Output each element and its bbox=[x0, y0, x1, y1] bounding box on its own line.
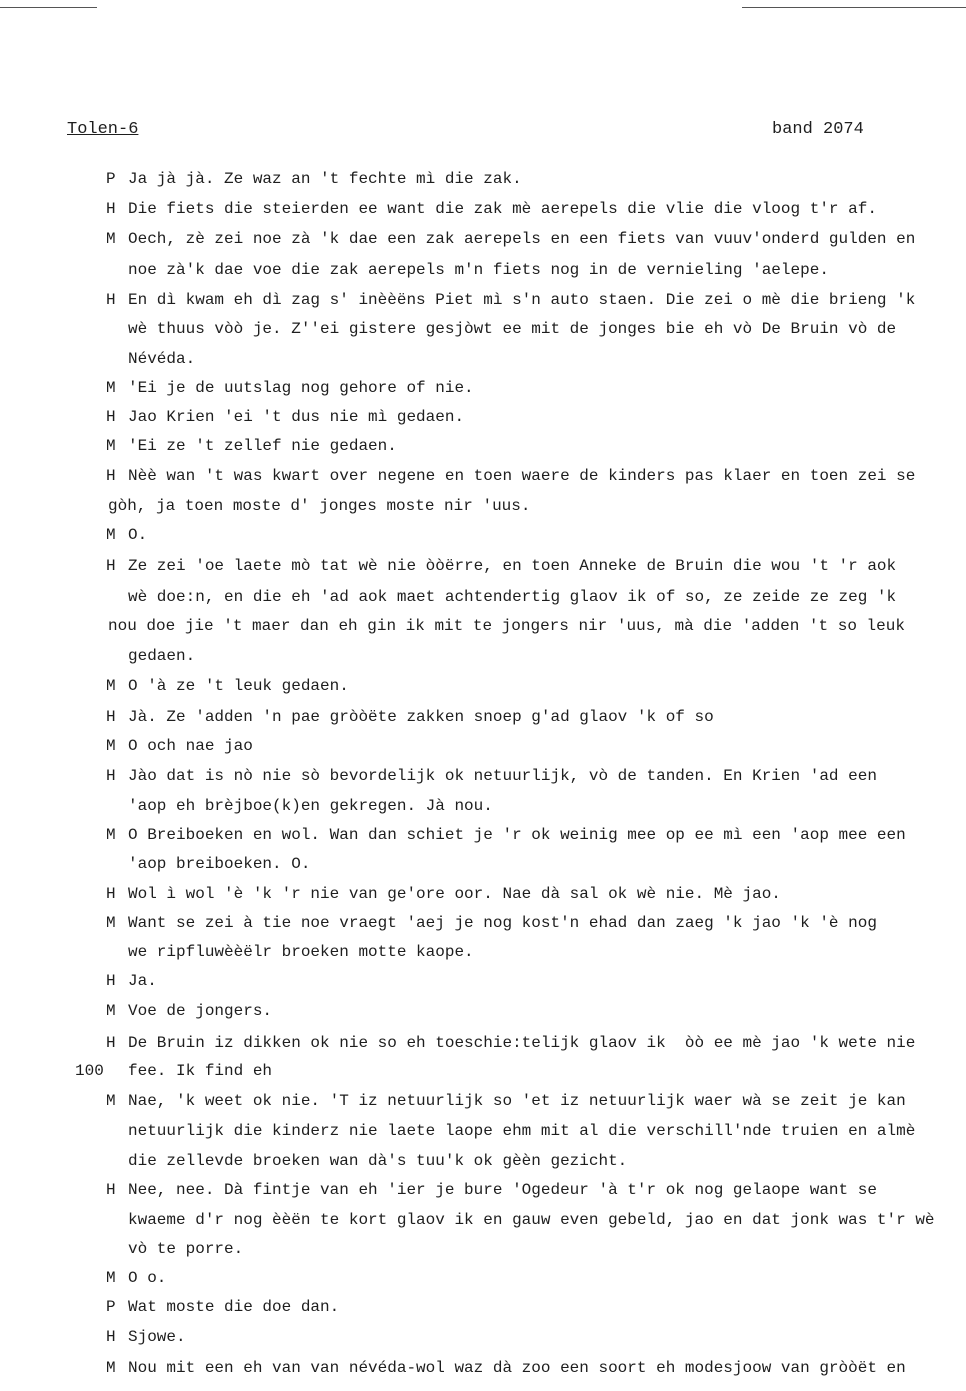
speaker-label: M bbox=[106, 437, 116, 455]
transcript-line: Ja jà jà. Ze waz an 't fechte mì die zak. bbox=[128, 170, 522, 188]
document-title: Tolen-6 bbox=[67, 120, 139, 139]
speaker-label: P bbox=[106, 1298, 116, 1316]
transcript-line: O o. bbox=[128, 1269, 167, 1287]
speaker-label: H bbox=[106, 708, 116, 726]
transcript-line: Jao Krien 'ei 't dus nie mì gedaen. bbox=[128, 408, 465, 426]
speaker-label: H bbox=[106, 1181, 116, 1199]
transcript-line: wè thuus vòò je. Z''ei gistere gesjòwt ee mit de jonges bie eh vò De Bruin vò de bbox=[128, 320, 897, 338]
speaker-label: M bbox=[106, 230, 116, 248]
transcript-line: Die fiets die steierden ee want die zak mè aerepels die vlie die vloog t'r af. bbox=[128, 200, 877, 218]
transcript-line: Ze zei 'oe laete mò tat wè nie òòërre, en toen Anneke de Bruin die wou 't 'r aok bbox=[128, 557, 897, 575]
band-number: band 2074 bbox=[772, 120, 864, 139]
speaker-label: H bbox=[106, 885, 116, 903]
transcript-line: Sjowe. bbox=[128, 1328, 186, 1346]
transcript-line: kwaeme d'r nog èèën te kort glaov ik en gauw even gebeld, jao en dat jonk was t'r wè bbox=[128, 1211, 935, 1229]
speaker-label: H bbox=[106, 972, 116, 990]
speaker-label: M bbox=[106, 379, 116, 397]
transcript-line: 'aop breiboeken. O. bbox=[128, 855, 311, 873]
speaker-label: M bbox=[106, 737, 116, 755]
transcript-line: 'Ei ze 't zellef nie gedaen. bbox=[128, 437, 397, 455]
speaker-label: M bbox=[106, 1359, 116, 1377]
top-rule-right bbox=[742, 7, 966, 8]
transcript-line: nou doe jie 't maer dan eh gin ik mit te jongers nir 'uus, mà die 'adden 't so leuk bbox=[108, 617, 905, 635]
speaker-label: M bbox=[106, 1092, 116, 1110]
transcript-line: we ripfluwèèëlr broeken motte kaope. bbox=[128, 943, 474, 961]
speaker-label: M bbox=[106, 1002, 116, 1020]
transcript-line: fee. Ik find eh bbox=[128, 1062, 273, 1080]
speaker-label: P bbox=[106, 170, 116, 188]
transcript-line: Voe de jongers. bbox=[128, 1002, 273, 1020]
speaker-label: H bbox=[106, 767, 116, 785]
transcript-line: wè doe:n, en die eh 'ad aok maet achtendertig glaov ik of so, ze zeide ze zeg 'k bbox=[128, 588, 897, 606]
transcript-line: Want se zei à tie noe vraegt 'aej je nog kost'n ehad dan zaeg 'k jao 'k 'è nog bbox=[128, 914, 877, 932]
transcript-line: gòh, ja toen moste d' jonges moste nir 'uus. bbox=[108, 497, 531, 515]
transcript-line: O. bbox=[128, 526, 148, 544]
transcript-line: En dì kwam eh dì zag s' inèèëns Piet mì s'n auto staen. Die zei o mè die brieng 'k bbox=[128, 291, 916, 309]
transcript-line: Nèè wan 't was kwart over negene en toen waere de kinders pas klaer en toen zei se bbox=[128, 467, 916, 485]
transcript-line: Nee, nee. Dà fintje van eh 'ier je bure 'Ogedeur 'à t'r ok nog gelaope want se bbox=[128, 1181, 877, 1199]
transcript-line: 'Ei je de uutslag nog gehore of nie. bbox=[128, 379, 474, 397]
transcript-line: Wat moste die doe dan. bbox=[128, 1298, 340, 1316]
transcript-line: De Bruin iz dikken ok nie so eh toeschie:telijk glaov ik òò ee mè jao 'k wete nie bbox=[128, 1034, 916, 1052]
transcript-line: Jào dat is nò nie sò bevordelijk ok netuurlijk, vò de tanden. En Krien 'ad een bbox=[128, 767, 877, 785]
transcript-line: noe zà'k dae voe die zak aerepels m'n fiets nog in de vernieling 'aelepe. bbox=[128, 261, 829, 279]
transcript-line: Nae, 'k weet ok nie. 'T iz netuurlijk so 'et iz netuurlijk waer wà se zeit je kan bbox=[128, 1092, 906, 1110]
speaker-label: H bbox=[106, 1328, 116, 1346]
transcript-line: gedaen. bbox=[128, 647, 196, 665]
speaker-label: H bbox=[106, 1034, 116, 1052]
speaker-label: H bbox=[106, 557, 116, 575]
transcript-line: Ja. bbox=[128, 972, 157, 990]
speaker-label: H bbox=[106, 408, 116, 426]
speaker-label: H bbox=[106, 291, 116, 309]
transcript-line: Névéda. bbox=[128, 350, 196, 368]
transcript-line: O 'à ze 't leuk gedaen. bbox=[128, 677, 349, 695]
speaker-label: M bbox=[106, 677, 116, 695]
transcript-line: O och nae jao bbox=[128, 737, 253, 755]
speaker-label: M bbox=[106, 914, 116, 932]
transcript-line: vò te porre. bbox=[128, 1240, 244, 1258]
transcript-line: Oech, zè zei noe zà 'k dae een zak aerepels en een fiets van vuuv'onderd gulden en bbox=[128, 230, 916, 248]
line-number-marker: 100 bbox=[75, 1062, 104, 1080]
speaker-label: H bbox=[106, 200, 116, 218]
transcript-line: Wol ì wol 'è 'k 'r nie van ge'ore oor. Nae dà sal ok wè nie. Mè jao. bbox=[128, 885, 781, 903]
speaker-label: M bbox=[106, 526, 116, 544]
speaker-label: M bbox=[106, 1269, 116, 1287]
speaker-label: M bbox=[106, 826, 116, 844]
transcript-line: O Breiboeken en wol. Wan dan schiet je 'r ok weinig mee op ee mì een 'aop mee een bbox=[128, 826, 906, 844]
transcript-line: netuurlijk die kinderz nie laete laope ehm mit al die verschill'nde truien en almè bbox=[128, 1122, 916, 1140]
transcript-line: die zellevde broeken wan dà's tuu'k ok gèèn gezicht. bbox=[128, 1152, 628, 1170]
transcript-line: Nou mit een eh van van névéda-wol waz dà zoo een soort eh modesjoow van gròòët en bbox=[128, 1359, 906, 1377]
top-rule-left bbox=[0, 7, 97, 8]
transcript-line: Jà. Ze 'adden 'n pae gròòëte zakken snoep g'ad glaov 'k of so bbox=[128, 708, 714, 726]
speaker-label: H bbox=[106, 467, 116, 485]
transcript-line: 'aop eh brèjboe(k)en gekregen. Jà nou. bbox=[128, 797, 493, 815]
